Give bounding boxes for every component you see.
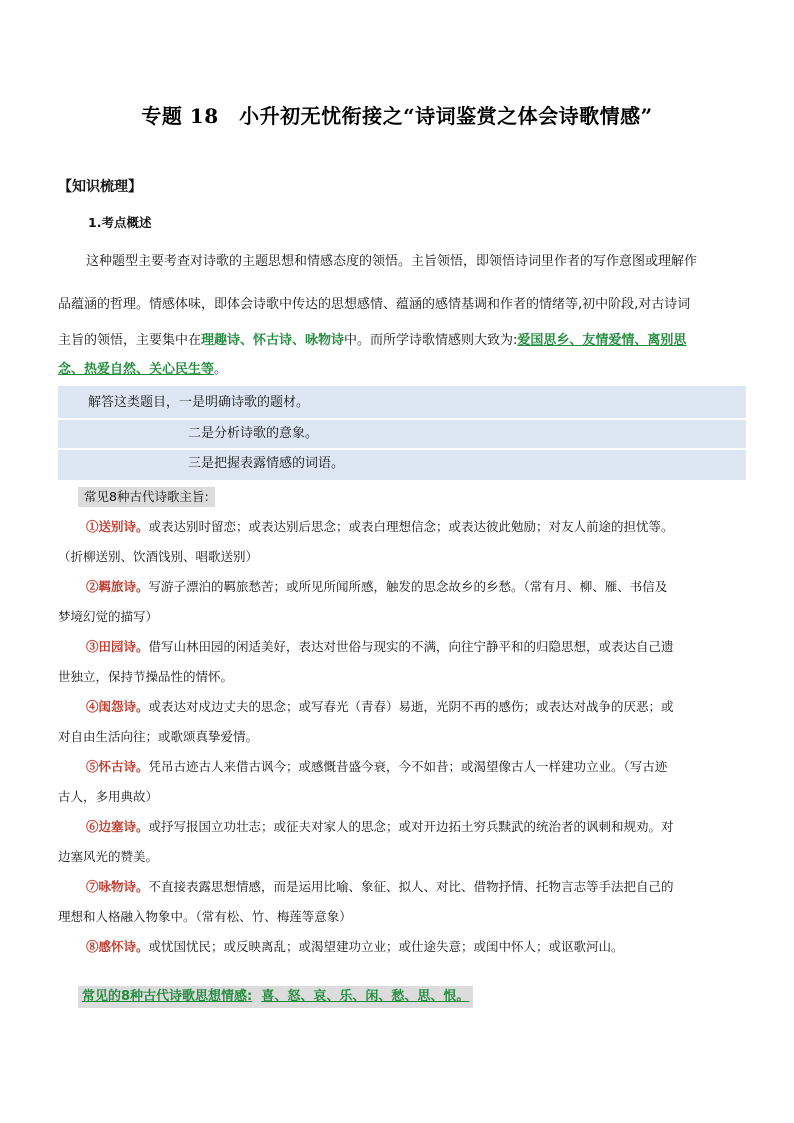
item-text: 不直接表露思想情感，而是运用比喻、象征、拟人、对比、借物抒情、托物言志等手法把自己的	[148, 879, 674, 894]
emotions-summary-label: 常见的8种古代诗歌思想情感:	[82, 989, 253, 1004]
emotions-highlight-a: 爱国思乡、友情爱情、离别思	[517, 333, 687, 348]
themes-list	[58, 512, 758, 962]
list-item	[58, 632, 758, 662]
list-item-cont: 梦境幻觉的描写）	[58, 609, 159, 624]
item-mark: ⑤怀古诗。	[86, 759, 149, 774]
list-item	[58, 872, 758, 902]
list-item	[58, 812, 758, 842]
item-text: 写游子漂泊的羁旅愁苦；或所见所闻所感，触发的思念故乡的乡愁。（常有月、柳、雁、书信及	[148, 579, 668, 594]
list-item-cont: 古人，多用典故）	[58, 789, 159, 804]
section-heading: 【知识梳理】	[58, 179, 142, 195]
intro-line-4	[58, 350, 746, 390]
emotions-highlight-b: 念、热爱自然、关心民生等	[58, 362, 215, 377]
list-item	[58, 692, 758, 722]
item-mark: ③田园诗。	[86, 639, 149, 654]
item-text: 或忧国忧民；或反映离乱；或渴望建功立业；或仕途失意；或闺中怀人；或讴歌河山。	[148, 939, 624, 954]
intro-text-2: 品蕴涵的哲理。情感体味，即体会诗歌中传达的思想感情、蕴涵的感情基调和作者的情绪等,初中阶段,对古诗词	[58, 297, 691, 312]
intro-line-2	[58, 285, 746, 325]
page-title: 专题 18 小升初无忧衔接之“诗词鉴赏之体会诗歌情感”	[141, 104, 653, 128]
emotions-summary-values: 喜、怒、哀、乐、闲、愁、思、恨。	[261, 989, 470, 1004]
list-item	[58, 572, 758, 602]
steps-highlight-box	[58, 386, 746, 480]
intro-text-3c: 中。而所学诗歌情感则大致为:	[344, 333, 518, 348]
item-text: 凭吊古迹古人来借古讽今；或感慨昔盛今衰，今不如昔；或渴望像古人一样建功立业。（写古迹	[148, 759, 668, 774]
list-item	[58, 932, 758, 962]
list-item-cont: 理想和人格融入物象中。（常有松、竹、梅莲等意象）	[58, 909, 352, 924]
item-text: 或表达对戍边丈夫的思念；或写春光（青春）易逝，光阴不再的感伤；或表达对战争的厌恶；或	[148, 699, 674, 714]
list-item-cont: 对自由生活向往；或歌颂真挚爱情。	[58, 729, 259, 744]
list-item-cont: 边塞风光的赞美。	[58, 849, 159, 864]
divider	[58, 448, 746, 450]
common-themes-label: 常见8种古代诗歌主旨:	[78, 487, 215, 507]
list-item	[58, 512, 758, 542]
item-mark: ⑦咏物诗。	[86, 879, 149, 894]
item-mark: ②羁旅诗。	[86, 579, 149, 594]
step-1: 解答这类题目，一是明确诗歌的题材。	[88, 395, 310, 410]
item-text: 或抒写报国立功壮志；或征夫对家人的思念；或对开边拓土穷兵黩武的统治者的讽刺和规劝。对	[148, 819, 674, 834]
intro-text-4b: 。	[214, 362, 228, 377]
divider	[58, 418, 746, 420]
intro-line-1	[58, 242, 746, 282]
emotions-summary	[78, 986, 473, 1008]
intro-text-3a: 主旨的领悟，主要集中在	[58, 333, 202, 348]
intro-text-1: 这种题型主要考查对诗歌的主题思想和情感态度的领悟。主旨领悟，即领悟诗词里作者的写作意图或理解作	[86, 254, 698, 269]
list-item-cont: （折柳送别、饮酒饯别、唱歌送别）	[58, 549, 259, 564]
poem-types-highlight: 理趣诗、怀古诗、咏物诗	[201, 333, 345, 348]
list-item	[58, 752, 758, 782]
step-3: 三是把握表露情感的词语。	[188, 456, 345, 471]
subsection-heading: 1.考点概述	[88, 215, 152, 230]
item-text: 借写山林田园的闲适美好，表达对世俗与现实的不满，向往宁静平和的归隐思想，或表达自己遗	[148, 639, 674, 654]
item-mark: ⑧感怀诗。	[86, 939, 149, 954]
item-text: 或表达别时留恋；或表达别后思念；或表白理想信念；或表达彼此勉励；对友人前途的担忧等。	[148, 519, 674, 534]
item-mark: ①送别诗。	[86, 519, 149, 534]
item-mark: ④闺怨诗。	[86, 699, 149, 714]
step-2: 二是分析诗歌的意象。	[188, 426, 319, 441]
list-item-cont: 世独立，保持节操品性的情怀。	[58, 669, 234, 684]
item-mark: ⑥边塞诗。	[86, 819, 149, 834]
